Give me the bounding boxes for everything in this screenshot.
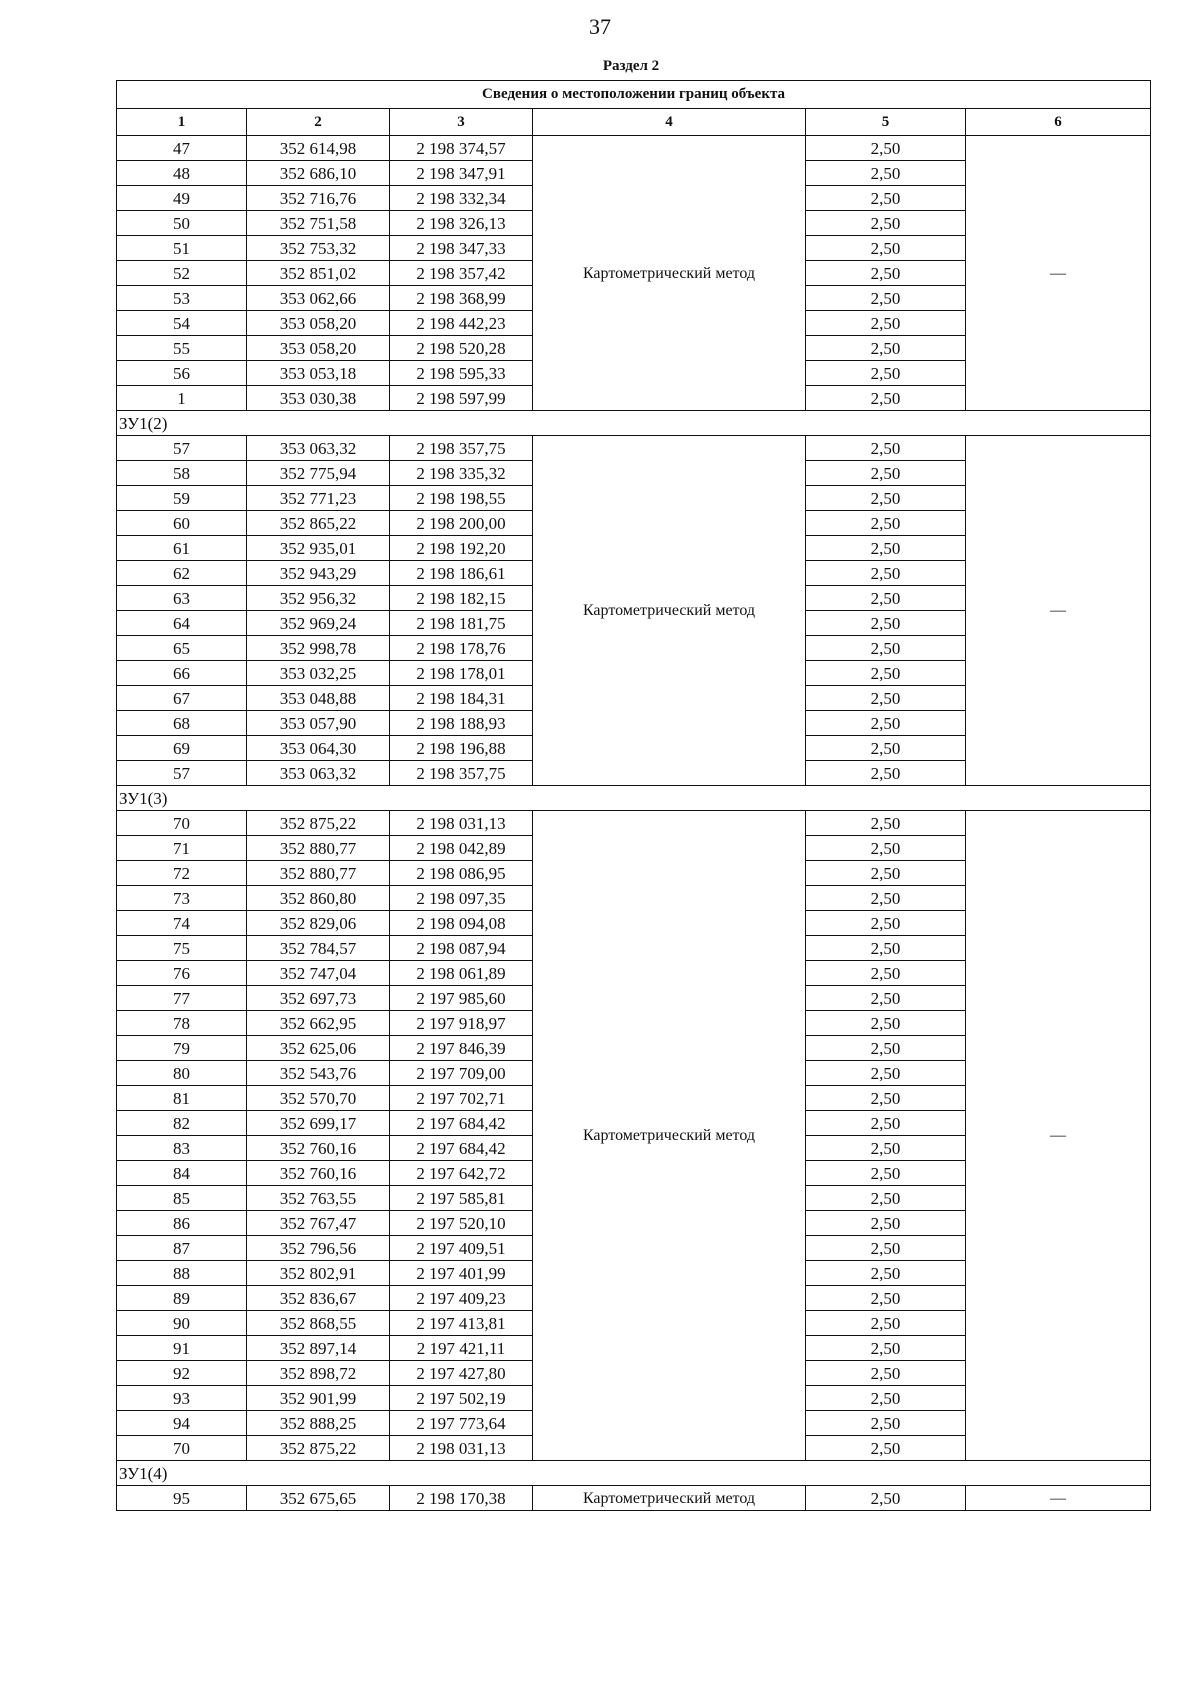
y-coordinate-cell: 2 198 094,08 (390, 911, 533, 936)
precision-cell: 2,50 (806, 1261, 966, 1286)
point-number-cell: 52 (117, 261, 247, 286)
precision-cell: 2,50 (806, 586, 966, 611)
precision-cell: 2,50 (806, 561, 966, 586)
y-coordinate-cell: 2 198 061,89 (390, 961, 533, 986)
point-number-cell: 82 (117, 1111, 247, 1136)
section-row (117, 786, 1151, 811)
precision-cell: 2,50 (806, 711, 966, 736)
coordinates-table (116, 80, 1151, 1511)
x-coordinate-cell: 352 763,55 (247, 1186, 390, 1211)
precision-cell: 2,50 (806, 311, 966, 336)
point-number-cell: 64 (117, 611, 247, 636)
method-cell: Картометрический метод (533, 436, 806, 786)
point-number-cell: 84 (117, 1161, 247, 1186)
y-coordinate-cell: 2 197 642,72 (390, 1161, 533, 1186)
point-number-cell: 57 (117, 436, 247, 461)
precision-cell: 2,50 (806, 1111, 966, 1136)
point-number-cell: 69 (117, 736, 247, 761)
point-number-cell: 65 (117, 636, 247, 661)
page-number: 37 (589, 14, 611, 39)
point-number-cell: 79 (117, 1036, 247, 1061)
y-coordinate-cell: 2 198 595,33 (390, 361, 533, 386)
precision-cell: 2,50 (806, 936, 966, 961)
point-number-cell: 83 (117, 1136, 247, 1161)
y-coordinate-cell: 2 198 357,75 (390, 761, 533, 786)
point-number-cell: 56 (117, 361, 247, 386)
column-number-row (117, 109, 1151, 136)
x-coordinate-cell: 353 032,25 (247, 661, 390, 686)
x-coordinate-cell: 352 771,23 (247, 486, 390, 511)
precision-cell: 2,50 (806, 1086, 966, 1111)
table-row (117, 811, 1151, 836)
table-row (117, 1486, 1151, 1511)
x-coordinate-cell: 352 753,32 (247, 236, 390, 261)
x-coordinate-cell: 353 064,30 (247, 736, 390, 761)
x-coordinate-cell: 352 875,22 (247, 1436, 390, 1461)
y-coordinate-cell: 2 198 170,38 (390, 1486, 533, 1511)
precision-cell: 2,50 (806, 511, 966, 536)
precision-cell: 2,50 (806, 761, 966, 786)
point-number-cell: 80 (117, 1061, 247, 1086)
precision-cell: 2,50 (806, 211, 966, 236)
x-coordinate-cell: 352 625,06 (247, 1036, 390, 1061)
precision-cell: 2,50 (806, 236, 966, 261)
precision-cell: 2,50 (806, 1186, 966, 1211)
precision-cell: 2,50 (806, 1286, 966, 1311)
precision-cell: 2,50 (806, 1386, 966, 1411)
precision-cell: 2,50 (806, 161, 966, 186)
column-number: 4 (533, 109, 806, 136)
y-coordinate-cell: 2 198 198,55 (390, 486, 533, 511)
y-coordinate-cell: 2 197 684,42 (390, 1111, 533, 1136)
precision-cell: 2,50 (806, 686, 966, 711)
table-row (117, 136, 1151, 161)
precision-cell: 2,50 (806, 1011, 966, 1036)
x-coordinate-cell: 353 062,66 (247, 286, 390, 311)
x-coordinate-cell: 352 956,32 (247, 586, 390, 611)
x-coordinate-cell: 352 802,91 (247, 1261, 390, 1286)
y-coordinate-cell: 2 198 357,42 (390, 261, 533, 286)
coordinates-table-body (117, 81, 1151, 1511)
point-number-cell: 73 (117, 886, 247, 911)
y-coordinate-cell: 2 197 409,23 (390, 1286, 533, 1311)
y-coordinate-cell: 2 198 178,76 (390, 636, 533, 661)
y-coordinate-cell: 2 198 087,94 (390, 936, 533, 961)
precision-cell: 2,50 (806, 861, 966, 886)
y-coordinate-cell: 2 197 709,00 (390, 1061, 533, 1086)
x-coordinate-cell: 352 943,29 (247, 561, 390, 586)
point-number-cell: 92 (117, 1361, 247, 1386)
precision-cell: 2,50 (806, 1336, 966, 1361)
precision-cell: 2,50 (806, 1136, 966, 1161)
y-coordinate-cell: 2 198 192,20 (390, 536, 533, 561)
point-number-cell: 51 (117, 236, 247, 261)
precision-cell: 2,50 (806, 661, 966, 686)
point-number-cell: 70 (117, 811, 247, 836)
method-cell: Картометрический метод (533, 136, 806, 411)
y-coordinate-cell: 2 197 846,39 (390, 1036, 533, 1061)
x-coordinate-cell: 352 851,02 (247, 261, 390, 286)
x-coordinate-cell: 352 699,17 (247, 1111, 390, 1136)
section-row (117, 411, 1151, 436)
precision-cell: 2,50 (806, 436, 966, 461)
precision-cell: 2,50 (806, 961, 966, 986)
point-number-cell: 66 (117, 661, 247, 686)
point-number-cell: 89 (117, 1286, 247, 1311)
column-6-cell: — (966, 436, 1151, 786)
point-number-cell: 71 (117, 836, 247, 861)
precision-cell: 2,50 (806, 636, 966, 661)
point-number-cell: 47 (117, 136, 247, 161)
x-coordinate-cell: 353 058,20 (247, 311, 390, 336)
point-number-cell: 60 (117, 511, 247, 536)
point-number-cell: 87 (117, 1236, 247, 1261)
section-label: ЗУ1(4) (117, 1461, 1151, 1486)
x-coordinate-cell: 352 829,06 (247, 911, 390, 936)
precision-cell: 2,50 (806, 1236, 966, 1261)
y-coordinate-cell: 2 198 347,33 (390, 236, 533, 261)
x-coordinate-cell: 352 662,95 (247, 1011, 390, 1036)
x-coordinate-cell: 352 697,73 (247, 986, 390, 1011)
y-coordinate-cell: 2 198 332,34 (390, 186, 533, 211)
x-coordinate-cell: 352 747,04 (247, 961, 390, 986)
x-coordinate-cell: 352 767,47 (247, 1211, 390, 1236)
point-number-cell: 86 (117, 1211, 247, 1236)
x-coordinate-cell: 352 897,14 (247, 1336, 390, 1361)
point-number-cell: 67 (117, 686, 247, 711)
precision-cell: 2,50 (806, 1161, 966, 1186)
x-coordinate-cell: 352 760,16 (247, 1161, 390, 1186)
column-6-cell: — (966, 136, 1151, 411)
point-number-cell: 61 (117, 536, 247, 561)
y-coordinate-cell: 2 197 502,19 (390, 1386, 533, 1411)
y-coordinate-cell: 2 197 421,11 (390, 1336, 533, 1361)
y-coordinate-cell: 2 198 520,28 (390, 336, 533, 361)
column-number: 1 (117, 109, 247, 136)
precision-cell: 2,50 (806, 386, 966, 411)
y-coordinate-cell: 2 198 031,13 (390, 811, 533, 836)
x-coordinate-cell: 353 053,18 (247, 361, 390, 386)
precision-cell: 2,50 (806, 1061, 966, 1086)
precision-cell: 2,50 (806, 261, 966, 286)
y-coordinate-cell: 2 198 196,88 (390, 736, 533, 761)
point-number-cell: 58 (117, 461, 247, 486)
y-coordinate-cell: 2 198 042,89 (390, 836, 533, 861)
point-number-cell: 76 (117, 961, 247, 986)
x-coordinate-cell: 352 880,77 (247, 836, 390, 861)
y-coordinate-cell: 2 198 031,13 (390, 1436, 533, 1461)
x-coordinate-cell: 352 760,16 (247, 1136, 390, 1161)
column-number: 3 (390, 109, 533, 136)
point-number-cell: 62 (117, 561, 247, 586)
point-number-cell: 48 (117, 161, 247, 186)
method-cell: Картометрический метод (533, 1486, 806, 1511)
y-coordinate-cell: 2 197 520,10 (390, 1211, 533, 1236)
x-coordinate-cell: 352 935,01 (247, 536, 390, 561)
x-coordinate-cell: 352 860,80 (247, 886, 390, 911)
precision-cell: 2,50 (806, 536, 966, 561)
y-coordinate-cell: 2 198 097,35 (390, 886, 533, 911)
point-number-cell: 54 (117, 311, 247, 336)
x-coordinate-cell: 352 888,25 (247, 1411, 390, 1436)
table-row (117, 436, 1151, 461)
y-coordinate-cell: 2 197 585,81 (390, 1186, 533, 1211)
point-number-cell: 70 (117, 1436, 247, 1461)
section-label: ЗУ1(3) (117, 786, 1151, 811)
x-coordinate-cell: 353 063,32 (247, 761, 390, 786)
point-number-cell: 85 (117, 1186, 247, 1211)
precision-cell: 2,50 (806, 611, 966, 636)
x-coordinate-cell: 352 570,70 (247, 1086, 390, 1111)
y-coordinate-cell: 2 197 773,64 (390, 1411, 533, 1436)
precision-cell: 2,50 (806, 186, 966, 211)
y-coordinate-cell: 2 198 335,32 (390, 461, 533, 486)
point-number-cell: 50 (117, 211, 247, 236)
x-coordinate-cell: 352 775,94 (247, 461, 390, 486)
point-number-cell: 90 (117, 1311, 247, 1336)
point-number-cell: 77 (117, 986, 247, 1011)
point-number-cell: 53 (117, 286, 247, 311)
section-label: ЗУ1(2) (117, 411, 1151, 436)
x-coordinate-cell: 352 898,72 (247, 1361, 390, 1386)
precision-cell: 2,50 (806, 486, 966, 511)
x-coordinate-cell: 352 865,22 (247, 511, 390, 536)
point-number-cell: 88 (117, 1261, 247, 1286)
column-number: 6 (966, 109, 1151, 136)
y-coordinate-cell: 2 198 368,99 (390, 286, 533, 311)
y-coordinate-cell: 2 197 401,99 (390, 1261, 533, 1286)
precision-cell: 2,50 (806, 1411, 966, 1436)
y-coordinate-cell: 2 198 374,57 (390, 136, 533, 161)
point-number-cell: 1 (117, 386, 247, 411)
point-number-cell: 57 (117, 761, 247, 786)
precision-cell: 2,50 (806, 886, 966, 911)
y-coordinate-cell: 2 198 086,95 (390, 861, 533, 886)
x-coordinate-cell: 353 048,88 (247, 686, 390, 711)
section-row (117, 1461, 1151, 1486)
y-coordinate-cell: 2 197 409,51 (390, 1236, 533, 1261)
y-coordinate-cell: 2 198 347,91 (390, 161, 533, 186)
precision-cell: 2,50 (806, 1311, 966, 1336)
table-title: Сведения о местоположении границ объекта (117, 81, 1151, 109)
y-coordinate-cell: 2 198 178,01 (390, 661, 533, 686)
x-coordinate-cell: 352 836,67 (247, 1286, 390, 1311)
precision-cell: 2,50 (806, 811, 966, 836)
x-coordinate-cell: 352 901,99 (247, 1386, 390, 1411)
y-coordinate-cell: 2 197 427,80 (390, 1361, 533, 1386)
point-number-cell: 55 (117, 336, 247, 361)
table-title-row (117, 81, 1151, 109)
point-number-cell: 91 (117, 1336, 247, 1361)
x-coordinate-cell: 352 875,22 (247, 811, 390, 836)
point-number-cell: 59 (117, 486, 247, 511)
x-coordinate-cell: 353 063,32 (247, 436, 390, 461)
x-coordinate-cell: 352 969,24 (247, 611, 390, 636)
y-coordinate-cell: 2 198 357,75 (390, 436, 533, 461)
column-number: 2 (247, 109, 390, 136)
y-coordinate-cell: 2 197 985,60 (390, 986, 533, 1011)
column-6-cell: — (966, 1486, 1151, 1511)
precision-cell: 2,50 (806, 286, 966, 311)
precision-cell: 2,50 (806, 136, 966, 161)
point-number-cell: 68 (117, 711, 247, 736)
x-coordinate-cell: 353 057,90 (247, 711, 390, 736)
x-coordinate-cell: 353 058,20 (247, 336, 390, 361)
point-number-cell: 94 (117, 1411, 247, 1436)
x-coordinate-cell: 352 686,10 (247, 161, 390, 186)
x-coordinate-cell: 352 998,78 (247, 636, 390, 661)
point-number-cell: 93 (117, 1386, 247, 1411)
x-coordinate-cell: 352 675,65 (247, 1486, 390, 1511)
y-coordinate-cell: 2 198 184,31 (390, 686, 533, 711)
x-coordinate-cell: 352 784,57 (247, 936, 390, 961)
y-coordinate-cell: 2 198 181,75 (390, 611, 533, 636)
y-coordinate-cell: 2 197 702,71 (390, 1086, 533, 1111)
x-coordinate-cell: 352 796,56 (247, 1236, 390, 1261)
y-coordinate-cell: 2 198 188,93 (390, 711, 533, 736)
precision-cell: 2,50 (806, 1211, 966, 1236)
column-6-cell: — (966, 811, 1151, 1461)
precision-cell: 2,50 (806, 361, 966, 386)
precision-cell: 2,50 (806, 1486, 966, 1511)
x-coordinate-cell: 352 716,76 (247, 186, 390, 211)
column-number: 5 (806, 109, 966, 136)
y-coordinate-cell: 2 197 413,81 (390, 1311, 533, 1336)
section-title: Раздел 2 (602, 58, 660, 74)
point-number-cell: 78 (117, 1011, 247, 1036)
precision-cell: 2,50 (806, 1436, 966, 1461)
precision-cell: 2,50 (806, 461, 966, 486)
y-coordinate-cell: 2 197 684,42 (390, 1136, 533, 1161)
precision-cell: 2,50 (806, 986, 966, 1011)
y-coordinate-cell: 2 198 186,61 (390, 561, 533, 586)
precision-cell: 2,50 (806, 736, 966, 761)
x-coordinate-cell: 352 543,76 (247, 1061, 390, 1086)
y-coordinate-cell: 2 198 200,00 (390, 511, 533, 536)
y-coordinate-cell: 2 197 918,97 (390, 1011, 533, 1036)
y-coordinate-cell: 2 198 326,13 (390, 211, 533, 236)
precision-cell: 2,50 (806, 1036, 966, 1061)
point-number-cell: 49 (117, 186, 247, 211)
y-coordinate-cell: 2 198 182,15 (390, 586, 533, 611)
point-number-cell: 75 (117, 936, 247, 961)
x-coordinate-cell: 352 751,58 (247, 211, 390, 236)
precision-cell: 2,50 (806, 1361, 966, 1386)
precision-cell: 2,50 (806, 836, 966, 861)
y-coordinate-cell: 2 198 597,99 (390, 386, 533, 411)
point-number-cell: 74 (117, 911, 247, 936)
x-coordinate-cell: 352 880,77 (247, 861, 390, 886)
x-coordinate-cell: 352 868,55 (247, 1311, 390, 1336)
point-number-cell: 63 (117, 586, 247, 611)
x-coordinate-cell: 352 614,98 (247, 136, 390, 161)
precision-cell: 2,50 (806, 336, 966, 361)
point-number-cell: 72 (117, 861, 247, 886)
point-number-cell: 81 (117, 1086, 247, 1111)
y-coordinate-cell: 2 198 442,23 (390, 311, 533, 336)
precision-cell: 2,50 (806, 911, 966, 936)
method-cell: Картометрический метод (533, 811, 806, 1461)
x-coordinate-cell: 353 030,38 (247, 386, 390, 411)
point-number-cell: 95 (117, 1486, 247, 1511)
